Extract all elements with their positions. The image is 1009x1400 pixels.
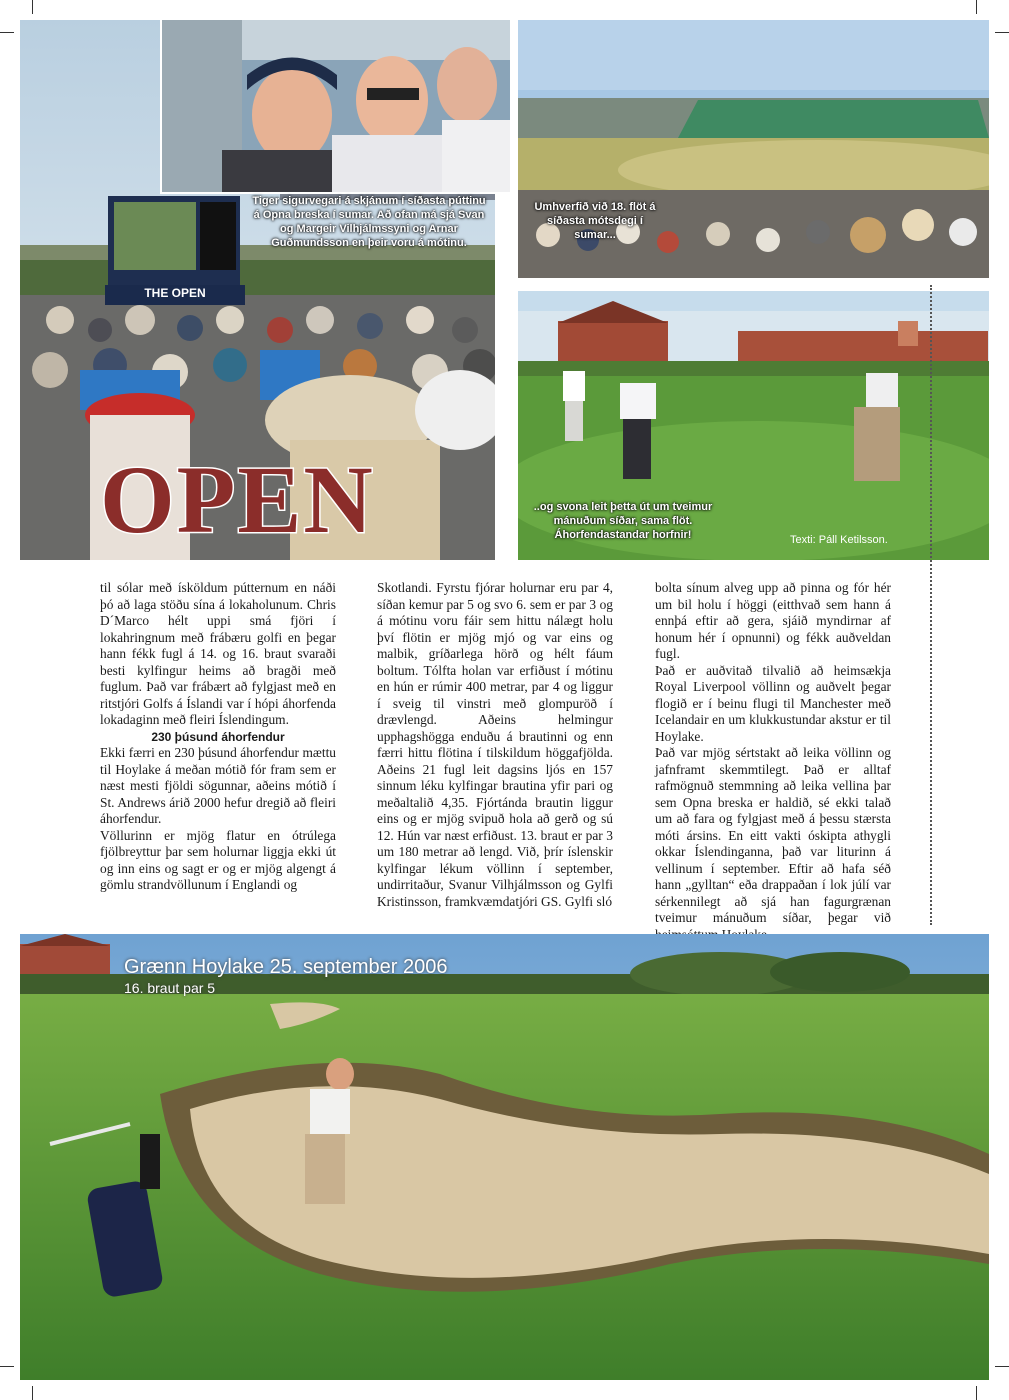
author-credit: Texti: Páll Ketilsson.: [790, 534, 888, 546]
crop-mark: [976, 1386, 977, 1400]
open-banner: OPEN: [100, 446, 375, 553]
crop-mark: [32, 0, 33, 14]
bottom-title: Grænn Hoylake 25. september 2006: [124, 956, 448, 978]
article-paragraph: Það var mjög sértstakt að leika völlinn og jafnframt skemmtilegt. Það er alltaf rafmögnuð stemmning að leika vellina þar sem Opna breska er haldið, sé ekki talað um að fara og fylgjast með á þessu stærsta móti ársins. En eitt vakti óskipta athygli okkar Íslendinganna, það var liturinn á vellinum í september. Eftir að hafa séð hann „gylltan“ eða drappaðan í lok júlí var sérkennilegt að sjá han fagurgrænan tveimur mánuðum síðar, þegar við: [655, 745, 891, 925]
crop-mark: [32, 1386, 33, 1400]
caption-tiger: Tiger sigurvegari á skjánum í síðasta púttinu á Opna breska í sumar. Að ofan má sjá Svan og Margeir Vilhjálmssyni og Arnar Guðmundsson en þeir voru á mótinu.: [252, 195, 486, 249]
article-paragraph: Ekki færri en 230 þúsund áhorfendur mættu til Hoylake á meðan mótið fór fram sem er næst mesti fjöldi sögunnar, aðeins mótið í St. Andrews árið 2000 hefur dregið að fleiri áhorfendur.: [100, 745, 336, 826]
article-paragraph: Skotlandi. Fyrstu fjórar holurnar eru par 4, síðan kemur par 5 og svo 6. sem er par 3 og á mótinu voru fáir sem hittu nálægt holu því flötin er mjög mjó og var eins og malbik, gríðarlega hörð og hélt fáum boltum. Tólfta holan var erfiðust í mótinu en hún er rúmir 400 metrar, par 4 og liggur í sveig til vinstri með glompuröð í drævlengd. Aðeins helmingur upphagshögga enduðu á brautinni og enn færri hittu flötina í tilskildum höggafjölda. Aðeins 21 fugl leit dagsins ljós en 157 sinnum léku kylfingar brautina yfir pari og meðaltalið 4,35. Fjórtánda brautin liggur eins og er mjög svipuð hola að gerð og sú 12. Hún var næst erfiðust. 13. braut er par 3 um 180 metrar að lengd. Við, þrír íslenskir kylfingar lékum völlinn í september, undirritaður, Svanur Vilhjálmsson og Gylfi Kristinsson, framkvæmdatjóri GS. Gylfi sló: [377, 580, 613, 909]
article-paragraph: til sólar með ísköldum pútternum en náði þó að laga stöðu sína á lokaholunum. Chris D´Marco hélt uppi smá fjöri í lokahringnum með frábæru golfi en þegar hann fékk fugl á 14. og 16. braut svaraði besti kylfingur heims að bragði með fuglum. Það var frábært að fylgjast með en ritstjóri Golfs á Íslandi var í hópi áhorfenda lokadaginn með fleiri Íslendingum.: [100, 580, 336, 727]
article-paragraph: Það er auðvitað tilvalið að heimsækja Royal Liverpool völlinn og auðvelt þegar flogið er í beinu flugi til Manchester með Icelandair en um klukkustundar akstur er til Hoylake.: [655, 662, 891, 744]
crop-mark: [995, 32, 1009, 33]
caption-green: ..og svona leit þetta út um tveimur mánuðum síðar, sama flöt. Áhorfendastandar horfnir!: [533, 501, 713, 541]
bunker-photo: [20, 934, 989, 1380]
crop-mark: [0, 32, 14, 33]
crop-mark: [976, 0, 977, 14]
article-paragraph: bolta sínum alveg upp að pinna og fór hér um bil holu í höggi (eitthvað sem hann á ennþá eftir að gera, sjáið myndirnar af honum hér í opnunni) og fékk auðveldan fugl.: [655, 580, 891, 661]
article-column-3: [655, 580, 891, 943]
caption-18th: Umhverfið við 18. flöt á síðasta mótsdegi í sumar...: [534, 201, 656, 241]
portrait-art: [162, 20, 510, 192]
crop-mark: [995, 1366, 1009, 1367]
column-divider: [930, 285, 932, 925]
crop-mark: [0, 1366, 14, 1367]
spectators-portrait-photo: [160, 20, 510, 194]
article-subheading: 230 þúsund áhorfendur: [151, 729, 285, 744]
article-paragraph: Völlurinn er mjög flatur en ótrúlega fjölbreyttur þar sem holurnar liggja ekki út og inn eins og sagt er og er mjög algengt á gömlu strandvöllunum í Englandi og: [100, 827, 336, 892]
article-column-1: [100, 580, 336, 894]
bunker-art: [20, 934, 989, 1380]
article-column-2: [377, 580, 613, 910]
screen-sign: THE OPEN: [144, 286, 206, 300]
bottom-subtitle: 16. braut par 5: [124, 980, 216, 996]
